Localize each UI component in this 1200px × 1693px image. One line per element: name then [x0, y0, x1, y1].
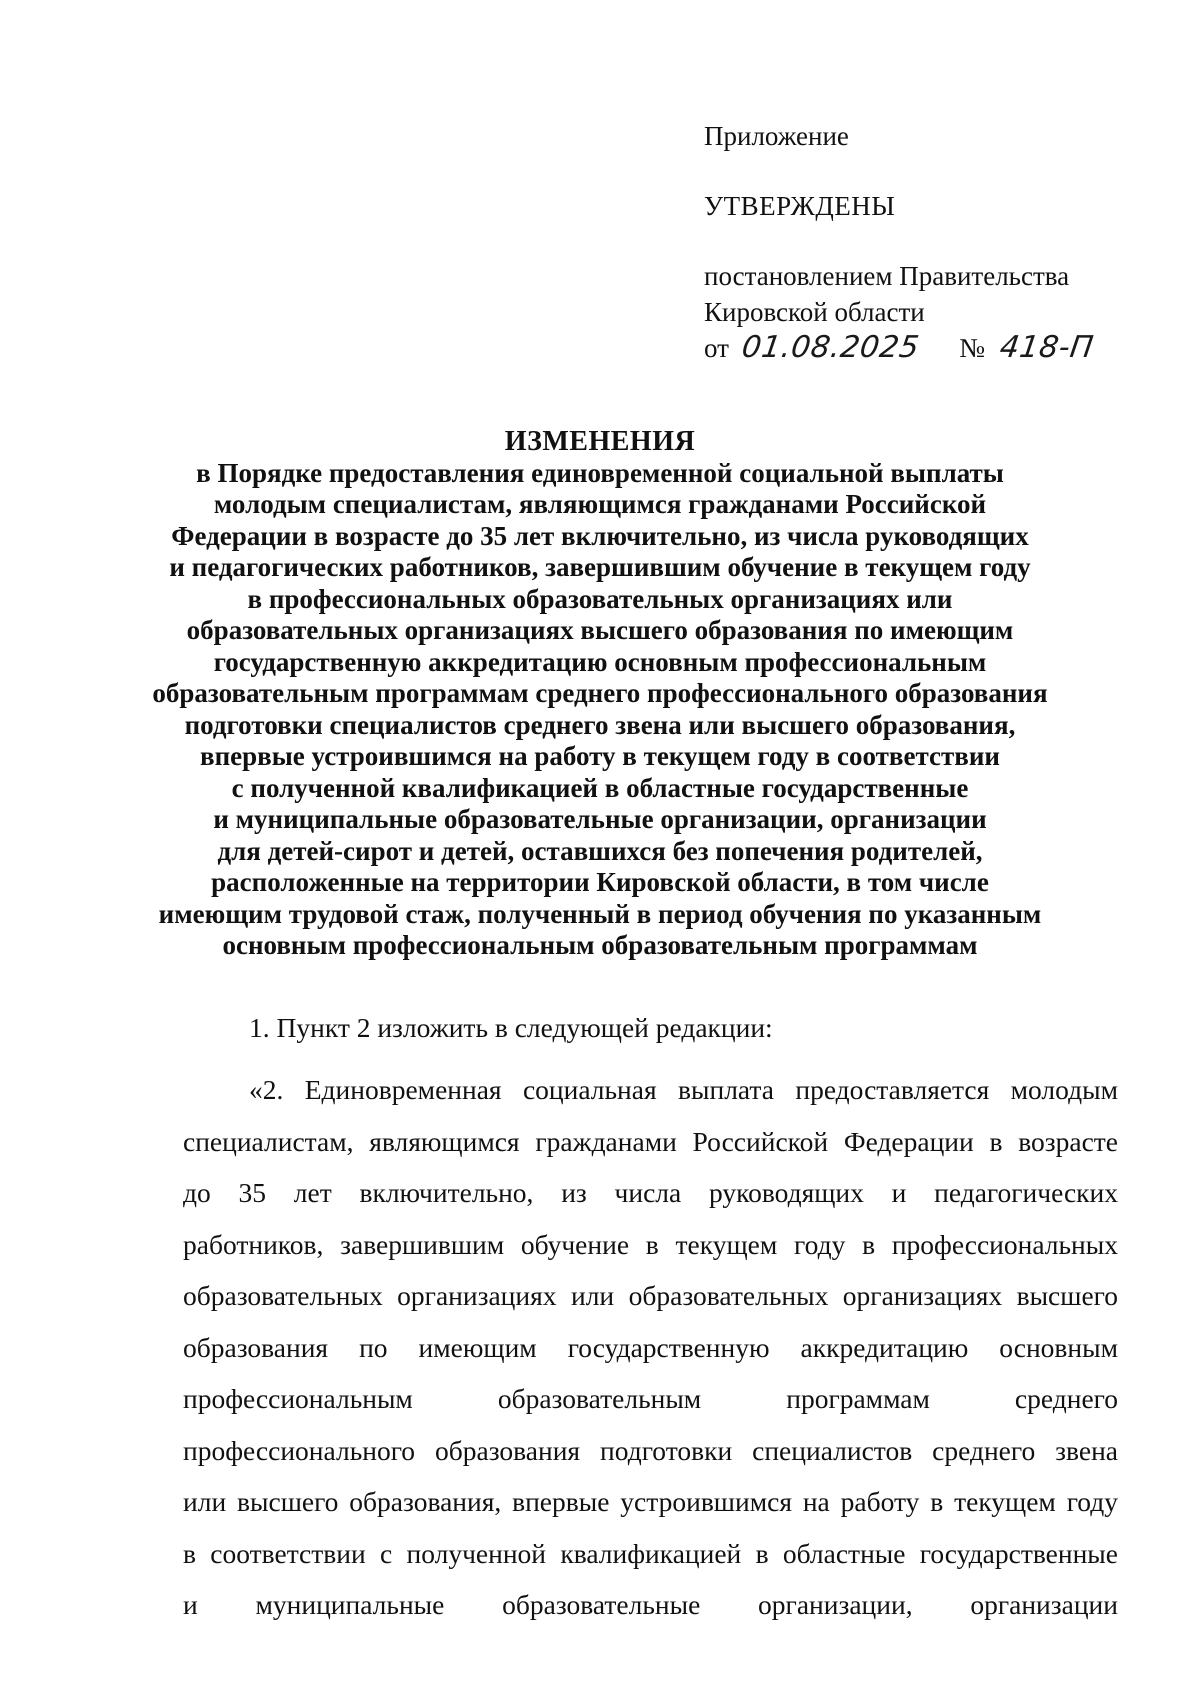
appendix-label: Приложение — [704, 121, 849, 151]
heading-subtitle-line: имеющим трудовой стаж, полученный в период обучения по указанным — [158, 898, 1042, 929]
date-number-line — [704, 330, 1144, 367]
heading-subtitle-line: и муниципальные образовательные организации, организации — [213, 804, 987, 834]
paragraph-line: работников, завершившим обучение в текущем году в профессиональных — [183, 1228, 1118, 1260]
heading-subtitle-line: для детей-сирот и детей, оставшихся без попечения родителей, — [217, 835, 983, 866]
heading-subtitle-line: образовательных организациях высшего образования по имеющим — [186, 615, 1014, 645]
heading-subtitle-line: молодым специалистам, являющимся гражданами Российской — [213, 489, 987, 519]
heading-subtitle-line: государственную аккредитацию основным профессиональным — [213, 646, 987, 677]
amendment-item-1: 1. Пункт 2 изложить в следующей редакции: — [249, 1012, 773, 1043]
paragraph-line: образования по имеющим государственную аккредитацию основным — [183, 1331, 1118, 1363]
handwritten-number: 418-П — [997, 330, 1096, 365]
heading-subtitle-line: в Порядке предоставления единовременной социальной выплаты — [196, 457, 1004, 488]
heading-title: ИЗМЕНЕНИЯ — [504, 426, 696, 457]
document-body — [183, 1010, 1118, 1631]
heading-subtitle-line: подготовки специалистов среднего звена или высшего образования, — [184, 709, 1016, 740]
heading-subtitle-line: с полученной квалификацией в областные государственные — [231, 772, 969, 803]
approval-block — [704, 118, 1144, 367]
paragraph-line: «2. Единовременная социальная выплата предоставляется молодым — [249, 1074, 1118, 1105]
paragraph-line: профессиональным образовательным программам среднего — [183, 1383, 1118, 1414]
number-sign: № — [959, 333, 985, 363]
heading-subtitle-line: в профессиональных образовательных организациях или — [247, 583, 953, 614]
amended-paragraph — [183, 1064, 1118, 1631]
handwritten-date: 01.08.2025 — [739, 330, 922, 365]
heading-subtitle-line: расположенные на территории Кировской области, в том числе — [211, 867, 989, 897]
heading-subtitle-line: основным профессиональным образовательным программам — [222, 930, 978, 960]
paragraph-line: профессионального образования подготовки специалистов среднего звена — [183, 1434, 1118, 1466]
approved-label: УТВЕРЖДЕНЫ — [704, 191, 896, 221]
heading-subtitle-line: и педагогических работников, завершившим обучение в текущем году — [169, 552, 1031, 582]
paragraph-line: или высшего образования, впервые устроившимся на работу в текущем году — [183, 1486, 1118, 1517]
heading-subtitle-line: впервые устроившимся на работу в текущем году в соответствии — [200, 741, 1000, 771]
paragraph-line: в соответствии с полученной квалификацией в областные государственные — [183, 1537, 1118, 1569]
paragraph-line: образовательных организациях или образовательных организациях высшего — [183, 1280, 1118, 1311]
paragraph-line: специалистам, являющимся гражданами Российской Федерации в возрасте — [183, 1125, 1118, 1157]
heading-subtitle-line: Федерации в возрасте до 35 лет включительно, из числа руководящих — [171, 520, 1029, 551]
document-heading — [150, 426, 1050, 962]
heading-subtitle-line: образовательным программам среднего профессионального образования — [152, 678, 1048, 708]
paragraph-line: до 35 лет включительно, из числа руководящих и педагогических — [183, 1177, 1118, 1208]
approved-by-line-2: Кировской области — [704, 297, 925, 327]
approved-by-line-1: постановлением Правительства — [704, 261, 1070, 291]
date-prefix: от — [704, 333, 729, 363]
paragraph-line: и муниципальные образовательные организации, организации — [183, 1589, 1118, 1620]
